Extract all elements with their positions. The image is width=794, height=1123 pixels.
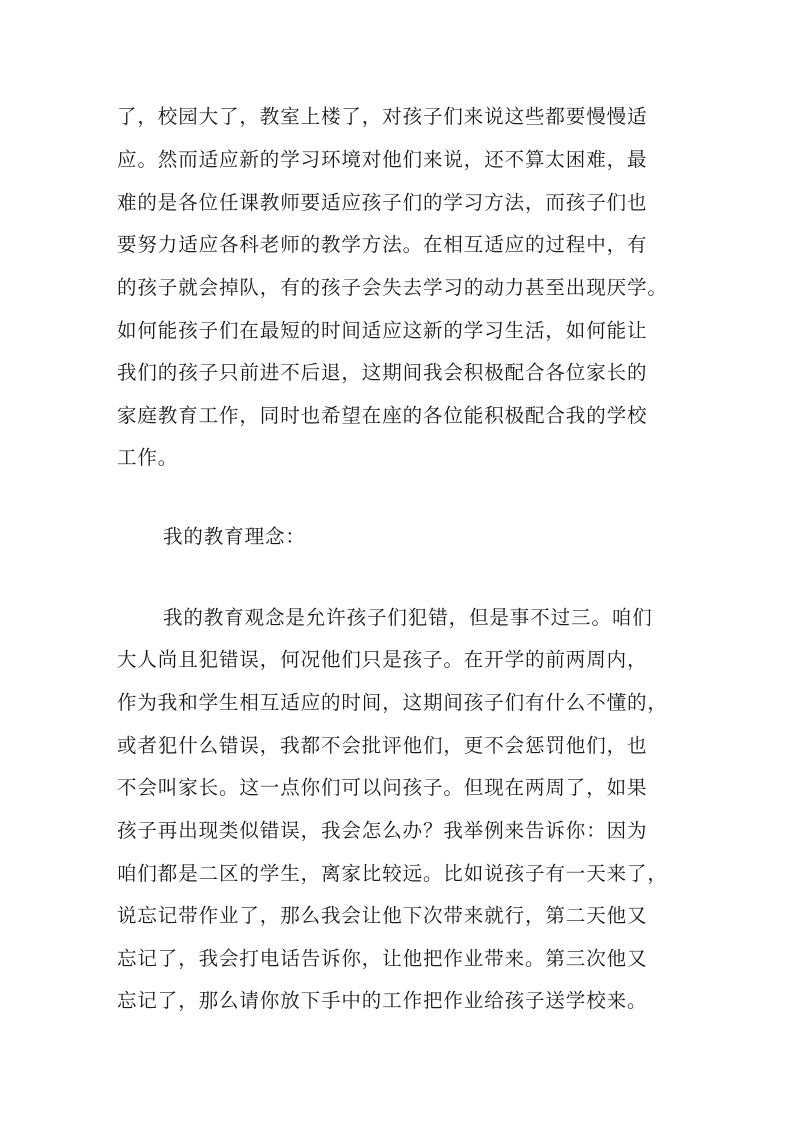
paragraph-1-line: 工作。 xyxy=(117,446,179,469)
paragraph-1-line: 的孩子就会掉队，有的孩子会失去学习的动力甚至出现厌学。 xyxy=(117,276,668,299)
paragraph-2-line: 咱们都是二区的学生，离家比较远。比如说孩子有一天来了， xyxy=(117,862,668,885)
paragraph-2-line: 作为我和学生相互适应的时间，这期间孩子们有什么不懂的， xyxy=(117,691,668,714)
paragraph-2-line: 忘记了，我会打电话告诉你，让他把作业带来。第三次他又 xyxy=(117,947,648,970)
paragraph-2-line: 忘记了，那么请你放下手中的工作把作业给孩子送学校来。 xyxy=(117,989,648,1012)
paragraph-2-line: 我的教育观念是允许孩子们犯错，但是事不过三。咱们 xyxy=(163,606,653,629)
paragraph-2-line: 说忘记带作业了，那么我会让他下次带来就行，第二天他又 xyxy=(117,904,648,927)
paragraph-2-line: 大人尚且犯错误，何况他们只是孩子。在开学的前两周内， xyxy=(117,648,648,671)
paragraph-1-line: 我们的孩子只前进不后退，这期间我会积极配合各位家长的 xyxy=(117,361,648,384)
paragraph-2-line: 不会叫家长。这一点你们可以问孩子。但现在两周了，如果 xyxy=(117,776,648,799)
paragraph-2-line: 或者犯什么错误，我都不会批评他们，更不会惩罚他们，也 xyxy=(117,734,648,757)
paragraph-1-line: 如何能孩子们在最短的时间适应这新的学习生活，如何能让 xyxy=(117,319,648,342)
paragraph-1-line: 了，校园大了，教室上楼了，对孩子们来说这些都要慢慢适 xyxy=(117,105,648,128)
paragraph-1-line: 应。然而适应新的学习环境对他们来说，还不算太困难，最 xyxy=(117,148,648,171)
paragraph-1-line: 要努力适应各科老师的教学方法。在相互适应的过程中，有 xyxy=(117,233,648,256)
section-heading: 我的教育理念： xyxy=(163,525,306,548)
paragraph-1-line: 家庭教育工作，同时也希望在座的各位能积极配合我的学校 xyxy=(117,404,648,427)
paragraph-2-line: 孩子再出现类似错误，我会怎么办？我举例来告诉你：因为 xyxy=(117,819,648,842)
paragraph-1-line: 难的是各位任课教师要适应孩子们的学习方法，而孩子们也 xyxy=(117,191,648,214)
